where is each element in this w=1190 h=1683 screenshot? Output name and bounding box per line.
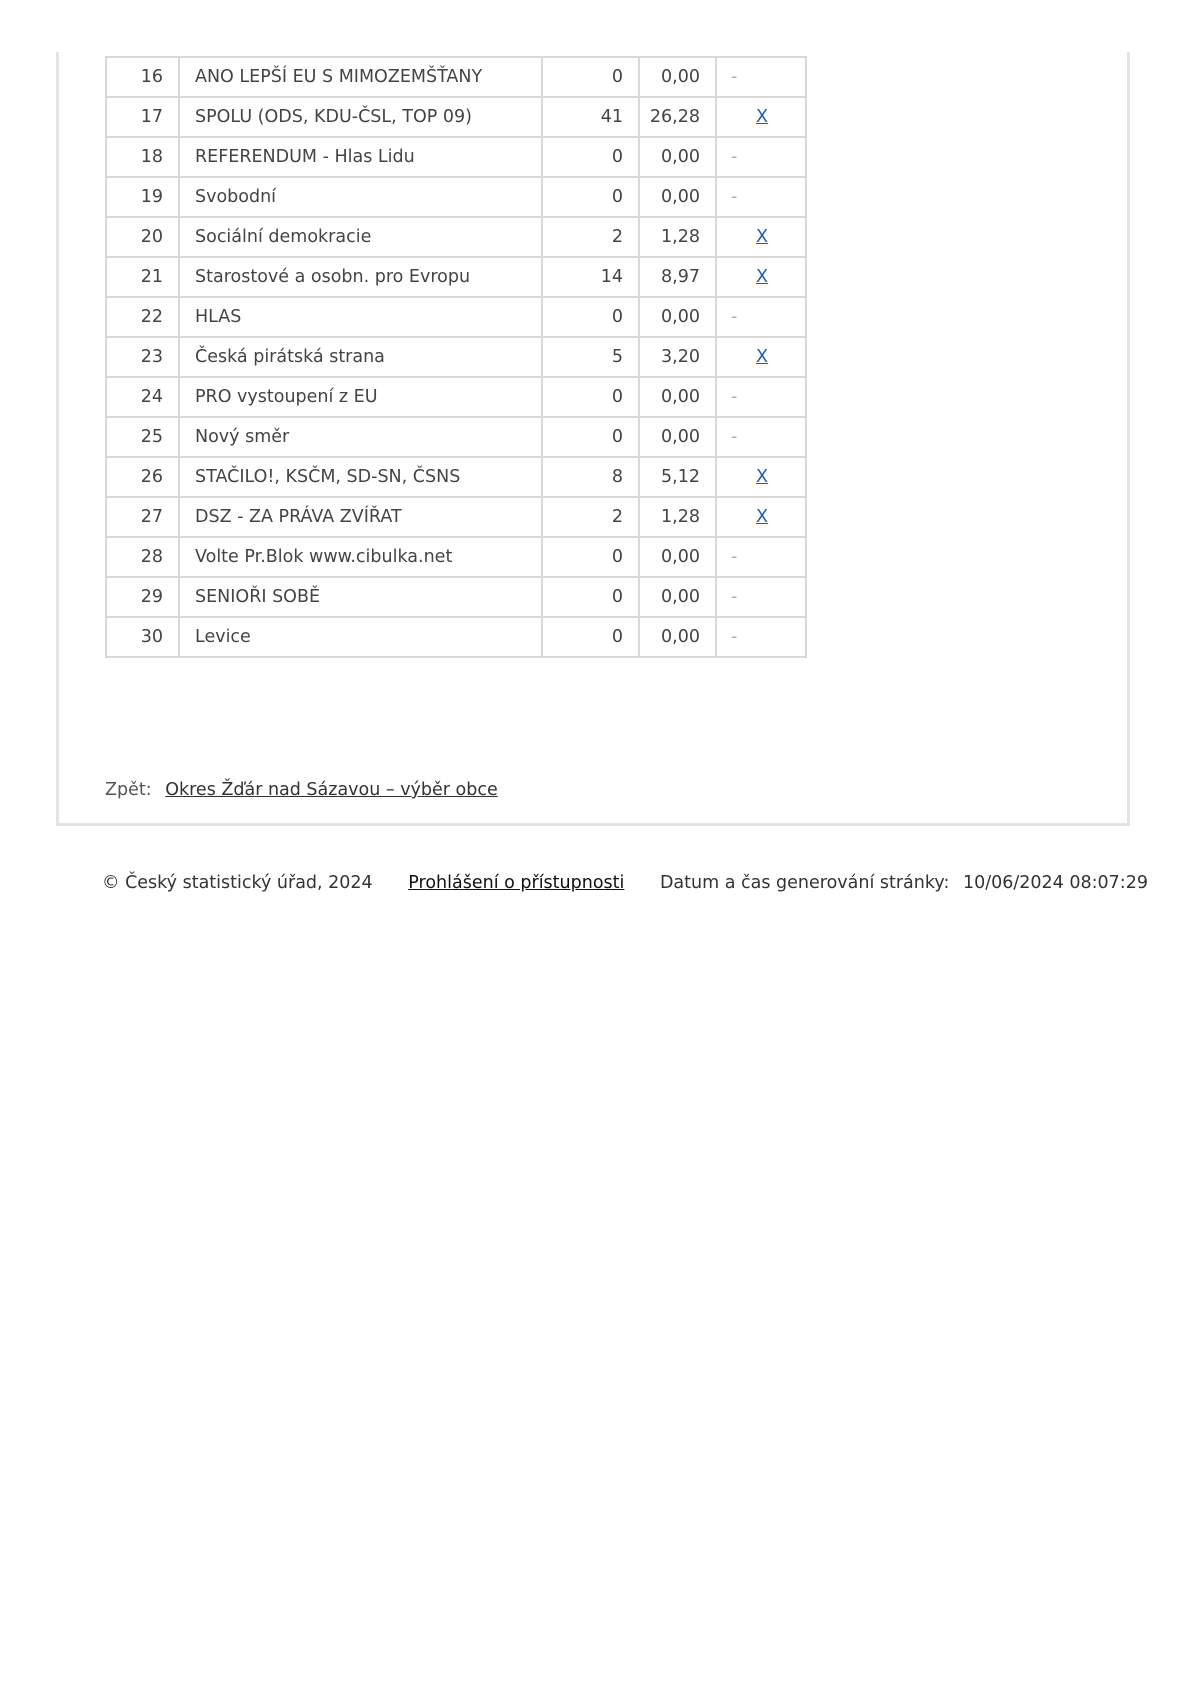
party-name: ANO LEPŠÍ EU S MIMOZEMŠŤANY xyxy=(179,57,542,97)
table-row xyxy=(106,497,806,537)
table-row xyxy=(106,217,806,257)
party-number: 18 xyxy=(106,137,179,177)
table-row xyxy=(106,417,806,457)
party-name: HLAS xyxy=(179,297,542,337)
candidates-link[interactable]: X xyxy=(756,467,768,487)
vote-count: 14 xyxy=(542,257,639,297)
back-navigation xyxy=(105,780,498,800)
vote-percent: 8,97 xyxy=(639,257,716,297)
table-row xyxy=(106,617,806,657)
detail-cell xyxy=(716,97,806,137)
detail-cell xyxy=(716,577,806,617)
party-number: 28 xyxy=(106,537,179,577)
detail-cell xyxy=(716,457,806,497)
party-name: SENIOŘI SOBĚ xyxy=(179,577,542,617)
party-number: 20 xyxy=(106,217,179,257)
no-detail-dash: - xyxy=(731,387,738,407)
accessibility-statement-link[interactable]: Prohlášení o přístupnosti xyxy=(408,873,625,893)
party-number: 30 xyxy=(106,617,179,657)
party-number: 22 xyxy=(106,297,179,337)
results-table-body xyxy=(106,57,806,657)
table-row xyxy=(106,97,806,137)
vote-count: 2 xyxy=(542,497,639,537)
vote-percent: 1,28 xyxy=(639,497,716,537)
vote-percent: 0,00 xyxy=(639,377,716,417)
party-name: REFERENDUM - Hlas Lidu xyxy=(179,137,542,177)
generated-timestamp: 10/06/2024 08:07:29 xyxy=(962,873,1148,893)
detail-cell xyxy=(716,177,806,217)
detail-cell xyxy=(716,337,806,377)
detail-cell xyxy=(716,217,806,257)
candidates-link[interactable]: X xyxy=(756,267,768,287)
back-label: Zpět: xyxy=(105,780,152,800)
detail-cell xyxy=(716,57,806,97)
detail-cell xyxy=(716,537,806,577)
detail-cell xyxy=(716,617,806,657)
vote-count: 2 xyxy=(542,217,639,257)
party-name: Česká pirátská strana xyxy=(179,337,542,377)
candidates-link[interactable]: X xyxy=(756,107,768,127)
party-number: 25 xyxy=(106,417,179,457)
page-footer xyxy=(102,873,1148,893)
vote-percent: 5,12 xyxy=(639,457,716,497)
results-table xyxy=(105,56,807,658)
vote-count: 5 xyxy=(542,337,639,377)
vote-percent: 1,28 xyxy=(639,217,716,257)
vote-percent: 0,00 xyxy=(639,577,716,617)
party-name: Levice xyxy=(179,617,542,657)
no-detail-dash: - xyxy=(731,67,738,87)
detail-cell xyxy=(716,497,806,537)
vote-percent: 0,00 xyxy=(639,177,716,217)
vote-count: 0 xyxy=(542,177,639,217)
vote-percent: 26,28 xyxy=(639,97,716,137)
table-row xyxy=(106,337,806,377)
candidates-link[interactable]: X xyxy=(756,227,768,247)
no-detail-dash: - xyxy=(731,427,738,447)
detail-cell xyxy=(716,137,806,177)
vote-count: 0 xyxy=(542,537,639,577)
party-name: Volte Pr.Blok www.cibulka.net xyxy=(179,537,542,577)
party-number: 29 xyxy=(106,577,179,617)
table-row xyxy=(106,297,806,337)
vote-count: 0 xyxy=(542,57,639,97)
vote-count: 0 xyxy=(542,137,639,177)
no-detail-dash: - xyxy=(731,587,738,607)
party-name: Nový směr xyxy=(179,417,542,457)
no-detail-dash: - xyxy=(731,307,738,327)
party-name: SPOLU (ODS, KDU-ČSL, TOP 09) xyxy=(179,97,542,137)
party-number: 17 xyxy=(106,97,179,137)
party-name: Svobodní xyxy=(179,177,542,217)
no-detail-dash: - xyxy=(731,547,738,567)
party-name: STAČILO!, KSČM, SD-SN, ČSNS xyxy=(179,457,542,497)
table-row xyxy=(106,377,806,417)
detail-cell xyxy=(716,297,806,337)
vote-percent: 0,00 xyxy=(639,297,716,337)
party-name: PRO vystoupení z EU xyxy=(179,377,542,417)
candidates-link[interactable]: X xyxy=(756,507,768,527)
candidates-link[interactable]: X xyxy=(756,347,768,367)
vote-percent: 0,00 xyxy=(639,57,716,97)
table-row xyxy=(106,177,806,217)
table-row xyxy=(106,257,806,297)
vote-percent: 0,00 xyxy=(639,537,716,577)
party-number: 26 xyxy=(106,457,179,497)
table-row xyxy=(106,577,806,617)
party-number: 27 xyxy=(106,497,179,537)
vote-percent: 0,00 xyxy=(639,617,716,657)
no-detail-dash: - xyxy=(731,627,738,647)
party-number: 24 xyxy=(106,377,179,417)
party-name: Starostové a osobn. pro Evropu xyxy=(179,257,542,297)
vote-count: 0 xyxy=(542,617,639,657)
vote-percent: 3,20 xyxy=(639,337,716,377)
vote-count: 0 xyxy=(542,417,639,457)
vote-count: 0 xyxy=(542,297,639,337)
party-number: 19 xyxy=(106,177,179,217)
vote-count: 41 xyxy=(542,97,639,137)
vote-count: 8 xyxy=(542,457,639,497)
no-detail-dash: - xyxy=(731,147,738,167)
party-name: Sociální demokracie xyxy=(179,217,542,257)
no-detail-dash: - xyxy=(731,187,738,207)
party-name: DSZ - ZA PRÁVA ZVÍŘAT xyxy=(179,497,542,537)
party-number: 21 xyxy=(106,257,179,297)
table-row xyxy=(106,457,806,497)
party-number: 16 xyxy=(106,57,179,97)
party-number: 23 xyxy=(106,337,179,377)
vote-percent: 0,00 xyxy=(639,137,716,177)
detail-cell xyxy=(716,417,806,457)
generated-label: Datum a čas generování stránky: xyxy=(659,873,950,893)
table-row xyxy=(106,537,806,577)
table-row xyxy=(106,137,806,177)
table-row xyxy=(106,57,806,97)
vote-percent: 0,00 xyxy=(639,417,716,457)
back-to-district-link[interactable]: Okres Žďár nad Sázavou – výběr obce xyxy=(165,780,498,800)
detail-cell xyxy=(716,257,806,297)
detail-cell xyxy=(716,377,806,417)
vote-count: 0 xyxy=(542,377,639,417)
copyright-text: © Český statistický úřad, 2024 xyxy=(102,873,373,893)
vote-count: 0 xyxy=(542,577,639,617)
